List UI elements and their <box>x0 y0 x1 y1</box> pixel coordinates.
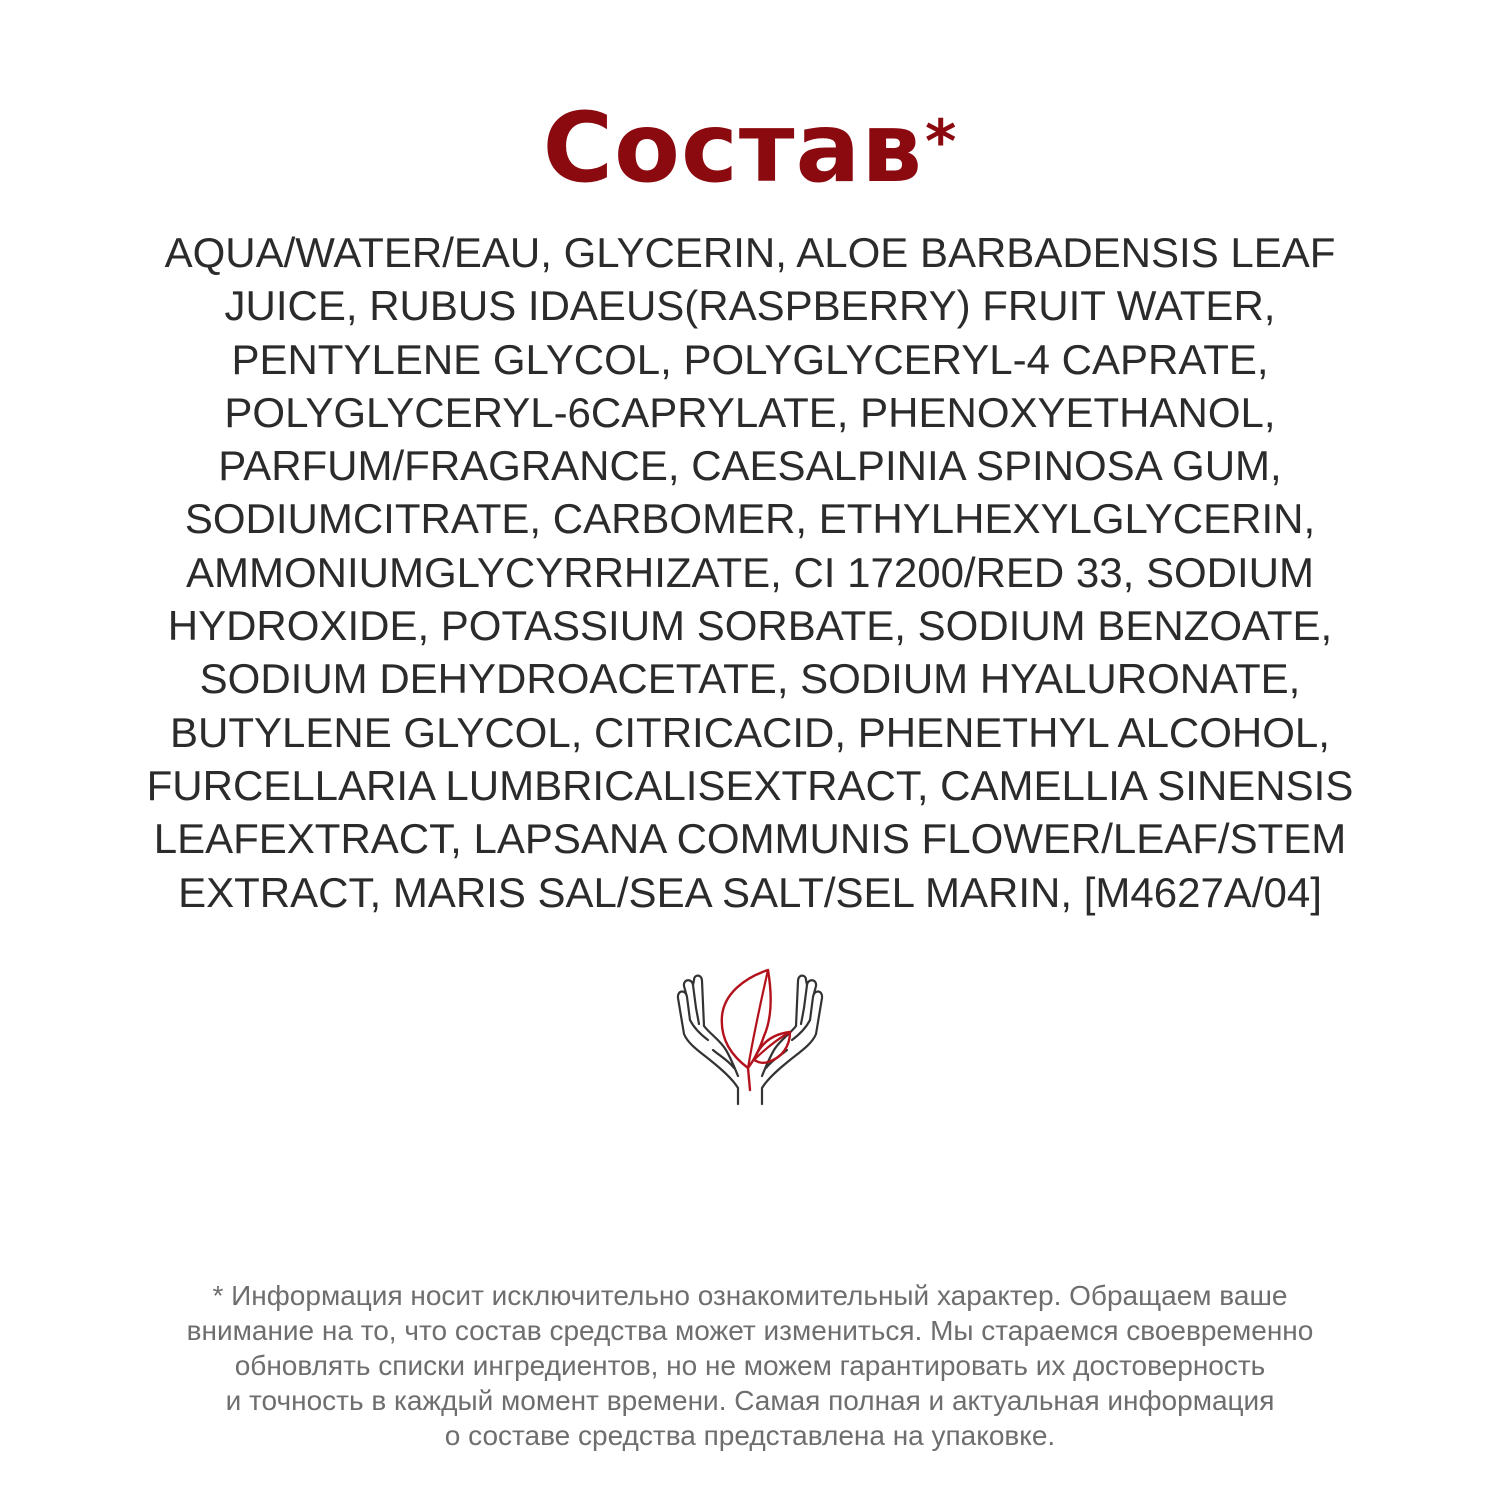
ingredients-line: HYDROXIDE, POTASSIUM SORBATE, SODIUM BENZOATE, <box>167 602 1333 650</box>
hands-with-leaves-icon <box>668 964 832 1106</box>
ingredients-line: AQUA/WATER/EAU, GLYCERIN, ALOE BARBADENSIS LEAF <box>164 229 1336 276</box>
ingredients-line: JUICE, RUBUS IDAEUS(RASPBERRY) FRUIT WATER, <box>224 282 1276 330</box>
ingredients-line: POLYGLYCERYL-6CAPRYLATE, PHENOXYETHANOL, <box>224 388 1276 436</box>
ingredients-line: BUTYLENE GLYCOL, CITRICACID, PHENETHYL ALCOHOL, <box>170 708 1330 756</box>
ingredients-line: AMMONIUMGLYCYRRHIZATE, CI 17200/RED 33, SODIUM <box>186 548 1314 596</box>
ingredients-line: FURCELLARIA LUMBRICALISEXTRACT, CAMELLIA SINENSIS <box>146 761 1354 809</box>
disclaimer-line: * Информация носит исключительно ознакомительный характер. Обращаем ваше <box>212 1280 1288 1311</box>
ingredients-line: SODIUM DEHYDROACETATE, SODIUM HYALURONATE, <box>199 655 1301 703</box>
large-leaf <box>722 970 771 1068</box>
ingredients-line: PARFUM/FRAGRANCE, CAESALPINIA SPINOSA GUM, <box>218 442 1282 490</box>
disclaimer-line: и точность в каждый момент времени. Самая полная и актуальная информация <box>225 1385 1275 1416</box>
ingredients-line: PENTYLENE GLYCOL, POLYGLYCERYL-4 CAPRATE, <box>231 335 1269 383</box>
page-title-text: Состав <box>542 92 924 204</box>
ingredients-list <box>60 226 1440 919</box>
ingredients-line: SODIUMCITRATE, CARBOMER, ETHYLHEXYLGLYCERIN, <box>184 495 1316 543</box>
leaf-stem <box>748 1068 750 1090</box>
disclaimer-line: обновлять списки ингредиентов, но не можем гарантировать их достоверность <box>234 1350 1266 1381</box>
disclaimer-footnote <box>40 1278 1460 1453</box>
disclaimer-line: внимание на то, что состав средства может измениться. Мы стараемся своевременно <box>186 1315 1314 1346</box>
footnote-asterisk: * <box>925 107 958 177</box>
page-title <box>0 88 1500 208</box>
disclaimer-line: о составе средства представлена на упаковке. <box>444 1420 1056 1451</box>
ingredients-line: EXTRACT, MARIS SAL/SEA SALT/SEL MARIN, [M4627A/04] <box>178 868 1322 916</box>
ingredients-line: LEAFEXTRACT, LAPSANA COMMUNIS FLOWER/LEAF/STEM <box>153 815 1347 863</box>
